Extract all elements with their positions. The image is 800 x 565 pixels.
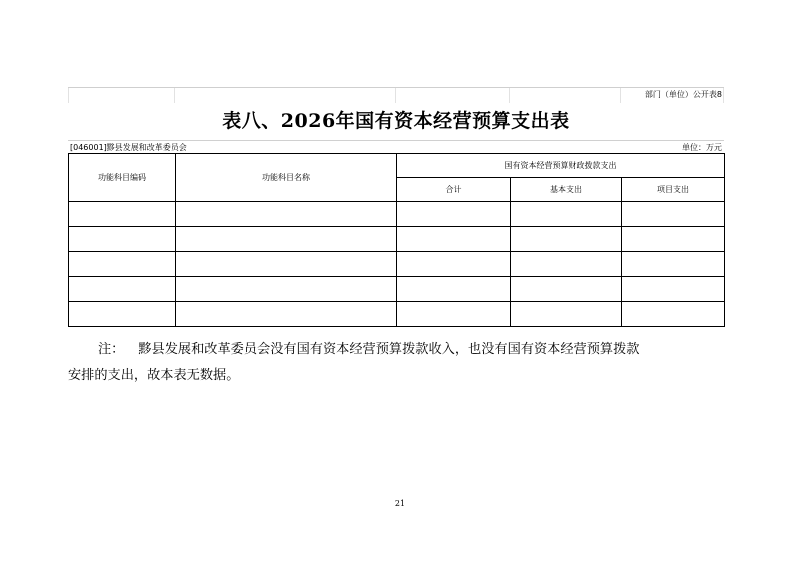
table-cell (69, 252, 176, 277)
top-grid-strip (68, 87, 724, 103)
table-cell (397, 202, 511, 227)
table-cell (176, 202, 397, 227)
org-name: [046001]黟县发展和改革委员会 (70, 143, 187, 152)
table-cell (397, 277, 511, 302)
table-cell (397, 227, 511, 252)
table-cell (511, 227, 622, 252)
table-cell (176, 302, 397, 327)
table-cell (511, 252, 622, 277)
table-cell (69, 277, 176, 302)
table-cell (511, 277, 622, 302)
table-cell (622, 227, 725, 252)
note-text-line1: 黟县发展和改革委员会没有国有资本经营预算拨款收入，也没有国有资本经营预算拨款 (138, 342, 640, 357)
col-header-name: 功能科目名称 (176, 154, 397, 202)
page-title: 表八、2026年国有资本经营预算支出表 (222, 110, 570, 132)
table-cell (69, 302, 176, 327)
note-label: 注： (98, 342, 125, 357)
org-unit-line (68, 140, 724, 154)
table-row (69, 252, 725, 277)
table-cell (176, 227, 397, 252)
col-header-total: 合计 (397, 178, 511, 202)
col-header-code: 功能科目编码 (69, 154, 176, 202)
col-header-project: 项目支出 (622, 178, 725, 202)
table-cell (622, 302, 725, 327)
table-cell (622, 202, 725, 227)
table-row (69, 202, 725, 227)
table-cell (511, 202, 622, 227)
unit-label: 单位：万元 (682, 143, 722, 152)
table-row (69, 227, 725, 252)
table-cell (69, 202, 176, 227)
note-text-line2: 安排的支出，故本表无数据。 (68, 368, 240, 383)
table-cell (511, 302, 622, 327)
table-cell (397, 302, 511, 327)
table-cell (397, 252, 511, 277)
table-cell (69, 227, 176, 252)
table-cell (176, 252, 397, 277)
form-code: 部门（单位）公开表8 (644, 90, 722, 99)
page-number: 21 (394, 499, 406, 508)
table-cell (176, 277, 397, 302)
table-cell (622, 277, 725, 302)
group-header: 国有资本经营预算财政拨款支出 (397, 154, 725, 178)
table-row (69, 302, 725, 327)
col-header-basic: 基本支出 (511, 178, 622, 202)
table-note (68, 337, 728, 389)
budget-table (68, 153, 725, 327)
table-row (69, 277, 725, 302)
table-cell (622, 252, 725, 277)
